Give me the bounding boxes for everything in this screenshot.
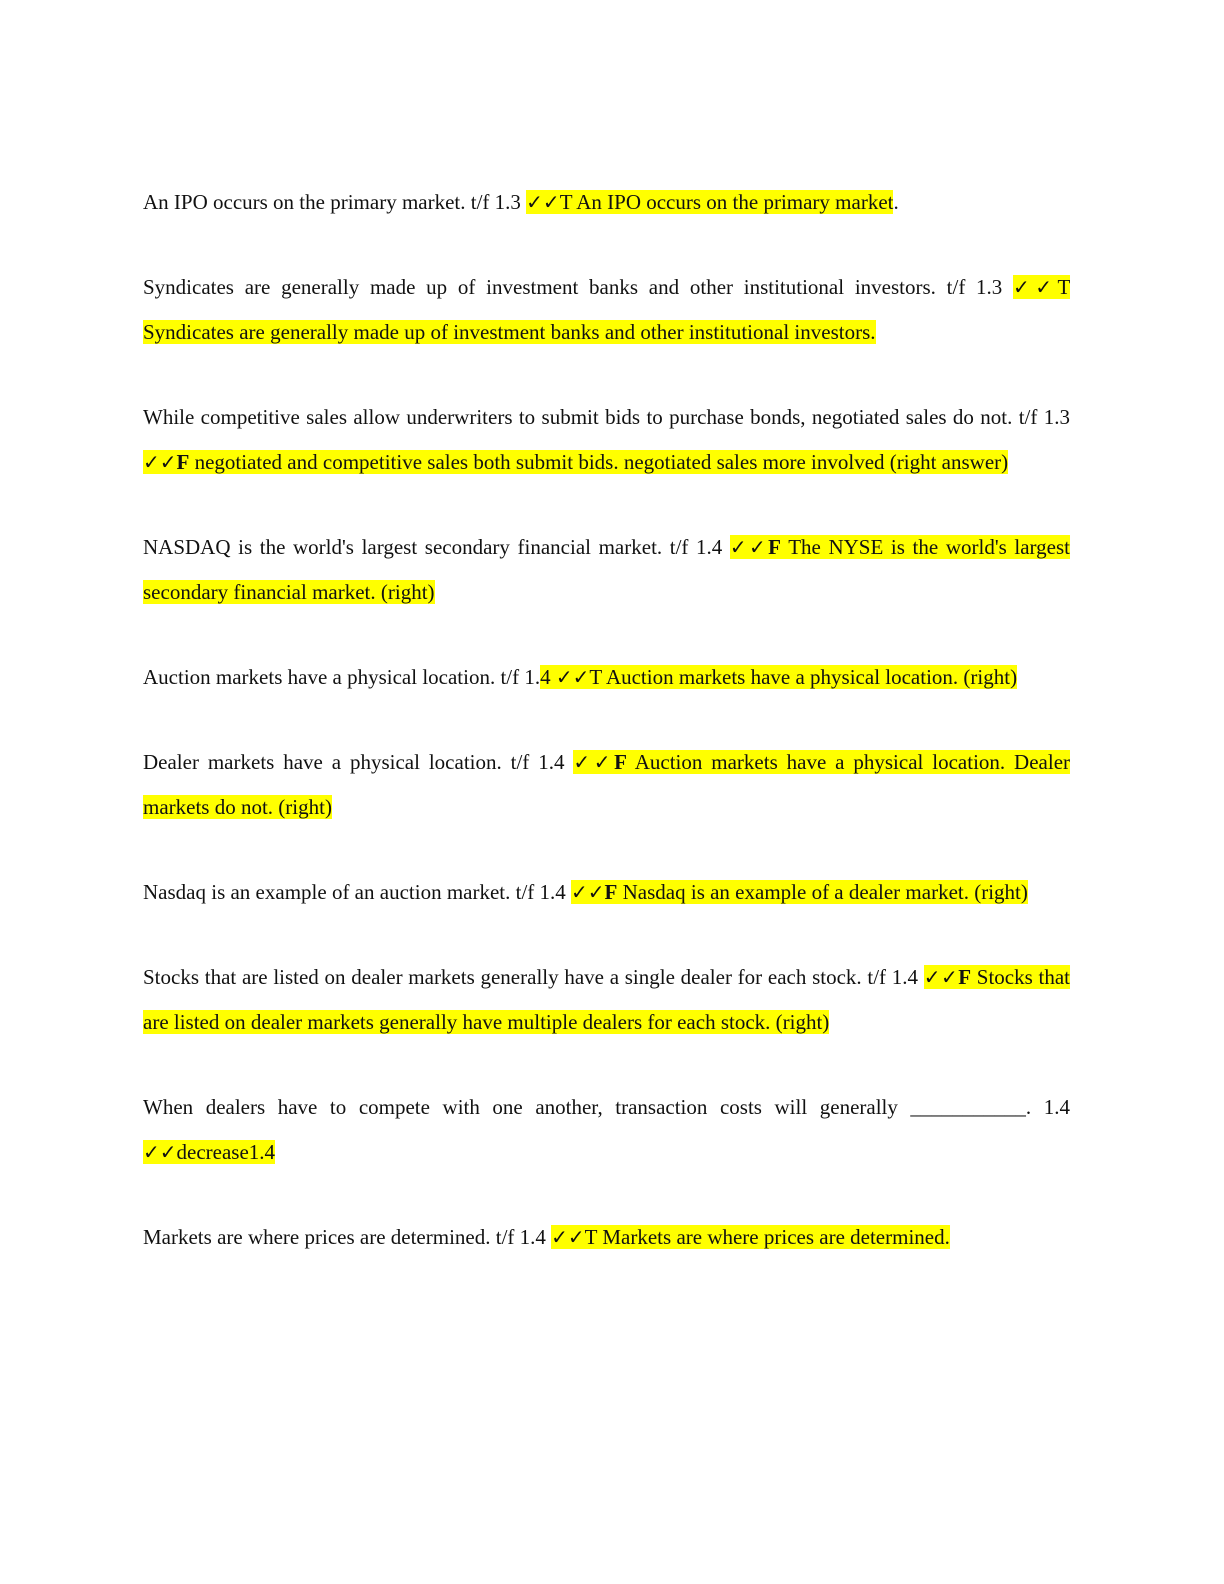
- answer-letter: F: [176, 450, 190, 474]
- qa-item: [143, 870, 1070, 915]
- double-check-icon: ✓✓: [923, 965, 959, 989]
- double-check-icon: ✓✓: [143, 450, 177, 474]
- question-text: Nasdaq is an example of an auction market. t/f 1.4: [143, 880, 572, 904]
- double-check-icon: ✓✓: [555, 665, 590, 689]
- answer-text: Auction markets have a physical location. (right): [601, 665, 1018, 689]
- qa-item: [143, 955, 1070, 1045]
- question-text: NASDAQ is the world's largest secondary financial market. t/f 1.4: [143, 535, 730, 559]
- question-text: Markets are where prices are determined. t/f 1.4: [143, 1225, 552, 1249]
- question-text: Stocks that are listed on dealer markets generally have a single dealer for each stock. t/f 1.4: [143, 965, 924, 989]
- answer-highlight: [526, 190, 893, 214]
- double-check-icon: ✓✓: [573, 750, 615, 774]
- answer-text: Syndicates are generally made up of investment banks and other institutional investors.: [143, 320, 876, 344]
- double-check-icon: ✓✓: [571, 880, 605, 904]
- question-text: Auction markets have a physical location. t/f 1.: [143, 665, 541, 689]
- answer-tail: .: [893, 190, 899, 214]
- qa-item: [143, 1085, 1070, 1175]
- qa-item: [143, 525, 1070, 615]
- document-page: [143, 180, 1070, 1300]
- answer-letter: T: [589, 665, 602, 689]
- double-check-icon: ✓✓: [526, 190, 560, 214]
- answer-text: Nasdaq is an example of a dealer market. (right): [617, 880, 1028, 904]
- answer-highlight: [551, 1225, 950, 1249]
- question-text: Syndicates are generally made up of investment banks and other institutional investors. t/f 1.3: [143, 275, 1014, 299]
- answer-text: Auction markets have a physical location. Dealer markets do not. (right): [143, 750, 1071, 819]
- question-text: Dealer markets have a physical location. t/f 1.4: [143, 750, 574, 774]
- answer-highlight: [143, 450, 1008, 474]
- answer-letter: T: [559, 190, 573, 214]
- answer-letter: T: [1057, 275, 1070, 299]
- answer-text: Stocks that are listed on dealer markets generally have multiple dealers for each stock. (right): [143, 965, 1071, 1034]
- answer-text: negotiated and competitive sales both submit bids. negotiated sales more involved (right answer): [189, 450, 1009, 474]
- answer-letter: F: [958, 965, 972, 989]
- qa-item: [143, 1215, 1070, 1260]
- qa-item: [143, 740, 1070, 830]
- double-check-icon: ✓✓: [729, 535, 769, 559]
- qa-item: [143, 265, 1070, 355]
- qa-item: [143, 180, 1070, 225]
- answer-highlight: [143, 1140, 275, 1164]
- answer-highlight: [540, 665, 1017, 689]
- double-check-icon: ✓✓: [551, 1225, 585, 1249]
- question-text: An IPO occurs on the primary market. t/f 1.3: [143, 190, 527, 214]
- answer-letter: T: [584, 1225, 598, 1249]
- double-check-icon: ✓✓: [1013, 275, 1058, 299]
- answer-letter: F: [604, 880, 618, 904]
- qa-item: [143, 395, 1070, 485]
- answer-letter: F: [614, 750, 627, 774]
- qa-item: [143, 655, 1070, 700]
- highlighted-prefix: 4: [540, 665, 556, 689]
- question-text: While competitive sales allow underwriters to submit bids to purchase bonds, negotiated sales do not. t/f 1.3: [143, 405, 1070, 429]
- answer-text: The NYSE is the world's largest secondary financial market. (right): [143, 535, 1070, 604]
- answer-text: An IPO occurs on the primary market: [572, 190, 894, 214]
- question-text: When dealers have to compete with one another, transaction costs will generally ___________. 1.4: [143, 1095, 1070, 1119]
- answer-letter: F: [768, 535, 781, 559]
- double-check-icon: ✓✓: [143, 1140, 177, 1164]
- answer-text: Markets are where prices are determined.: [597, 1225, 950, 1249]
- answer-text: decrease1.4: [176, 1140, 276, 1164]
- answer-highlight: [571, 880, 1028, 904]
